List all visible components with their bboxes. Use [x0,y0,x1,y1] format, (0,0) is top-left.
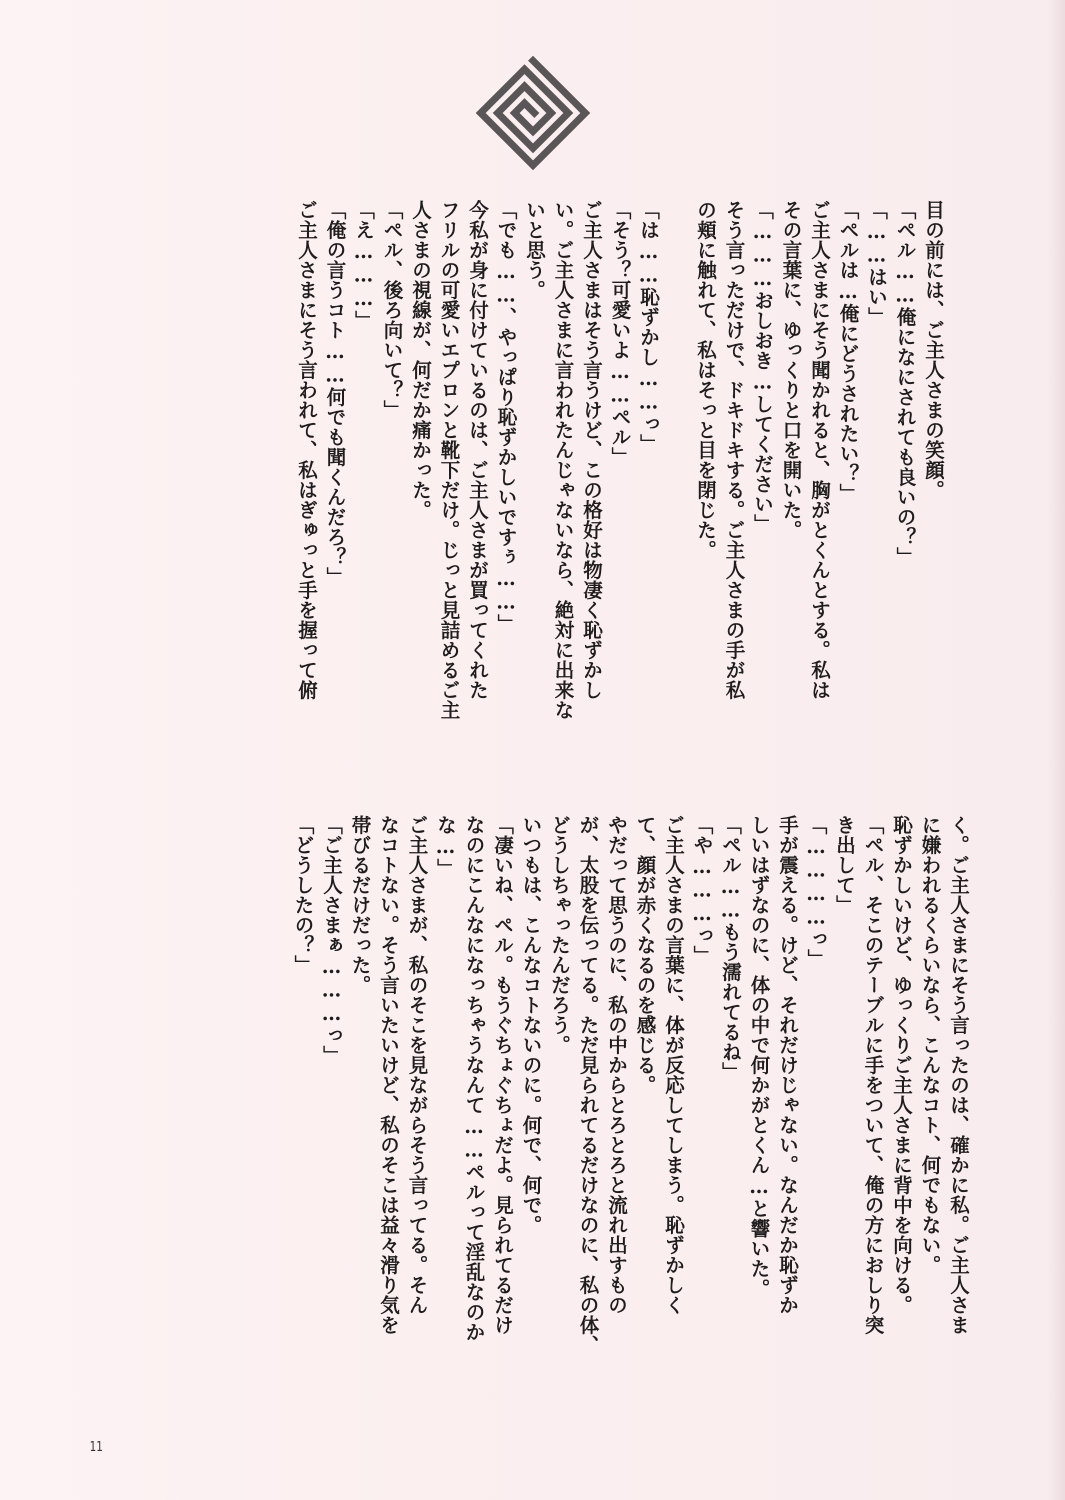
text-line: 「は……恥ずかし……っ」 [637,200,660,454]
text-line: 目の前には、ご主人さまの笑顔。 [922,200,945,500]
text-line: 恥ずかしいけど、ゆっくりご主人さまに背中を向ける。 [890,815,913,1315]
text-line: 「ペル……俺になにされても良いの？」 [893,200,917,567]
text-line: やだって思うのに、私の中からとろとろと流れ出すもの [605,815,628,1315]
story-text-top-block [292,200,948,790]
text-line: 「ペルは…俺にどうされたい？」 [836,200,860,504]
text-line: く。ご主人さまにそう言ったのは、確かに私。ご主人さま [947,815,970,1335]
text-line: 人さまの視線が、何だか痛かった。 [409,200,432,520]
page-edge-shadow [1047,0,1065,1500]
diamond-spiral-ornament-icon [468,48,598,178]
text-line: 帯びるだけだった。 [348,815,372,995]
text-line: 「…………っ」 [804,815,828,969]
text-line: ご主人さまにそう言われて、私はぎゅっと手を握って俯 [295,200,318,700]
text-line: ご主人さまの言葉に、体が反応してしまう。恥ずかしく [662,815,685,1315]
text-line: 今私が身に付けているのは、ご主人さまが買ってくれた [466,200,489,700]
text-line: ご主人さまが、私のそこを見ながらそう言ってる。そん [405,815,429,1315]
text-line: 「凄いね、ペル。もうぐちょぐちょだよ。見られてるだけ [491,815,514,1335]
text-line: フリルの可愛いエプロンと靴下だけ。じっと見詰めるご主 [437,200,461,720]
text-line: 「ペル、後ろ向いて？」 [380,200,404,420]
text-line: なのにこんなになっちゃうなんて……ペルって淫乱なのか [462,815,486,1342]
text-line: の頬に触れて、私はそっと目を閉じた。 [694,200,717,560]
text-line: 「ペル……もう濡れてるね」 [719,815,742,1082]
text-line: 「え………」 [352,200,375,331]
text-line: 「そう？可愛いよ……ペル」 [608,200,632,467]
text-line: いつもは、こんなコトないのに。何で、何で。 [519,815,543,1235]
text-line [662,200,691,790]
story-text-bottom-block [288,815,972,1415]
text-line: 「でも……、やっぱり恥ずかしいですぅ……」 [494,200,518,634]
text-line: 「俺の言うコト……何でも聞くんだろ？」 [323,200,347,587]
text-line: その言葉に、ゆっくりと口を開いた。 [779,200,803,540]
text-line: 手が震える。けど、それだけじゃない。なんだか恥ずか [776,815,799,1315]
text-line: い。ご主人さまに言われたんじゃないなら、絶対に出来な [551,200,575,720]
text-line: 「ご主人さまぁ………っ」 [320,815,343,1066]
text-line: ご主人さまにそう聞かれると、胸がとくんとする。私は [808,200,831,700]
text-line: に嫌われるくらいなら、こんなコト、何でもない。 [918,815,942,1275]
text-line: き出して」 [833,815,856,915]
text-line: 「どうしたの？」 [291,815,315,975]
text-line: 「や………っ」 [690,815,714,966]
text-line: 「………おしおき…してください」 [751,200,774,534]
text-line: て、顔が赤くなるのを感じる。 [633,815,657,1095]
page-number: 11 [89,1440,103,1455]
text-line: が、太股を伝ってる。ただ見られてるだけなのに、私の体、 [576,815,600,1355]
text-line: しいはずなのに、体の中で何かがとくん…と響いた。 [747,815,771,1299]
text-line: な…」 [434,815,457,879]
text-line: ご主人さまはそう言うけど、この格好は物凄く恥ずかし [580,200,603,700]
text-line: 「……はい」 [865,200,888,327]
text-line: なコトない。そう言いたいけど、私のそこは益々滑り気を [377,815,400,1335]
text-line: そう言っただけで、ドキドキする。ご主人さまの手が私 [722,200,746,700]
text-line: いと思う。 [523,200,546,300]
text-line: 「ペル、そこのテーブルに手をついて、俺の方におしり突 [861,815,885,1335]
text-line: どうしちゃったんだろう。 [548,815,571,1055]
